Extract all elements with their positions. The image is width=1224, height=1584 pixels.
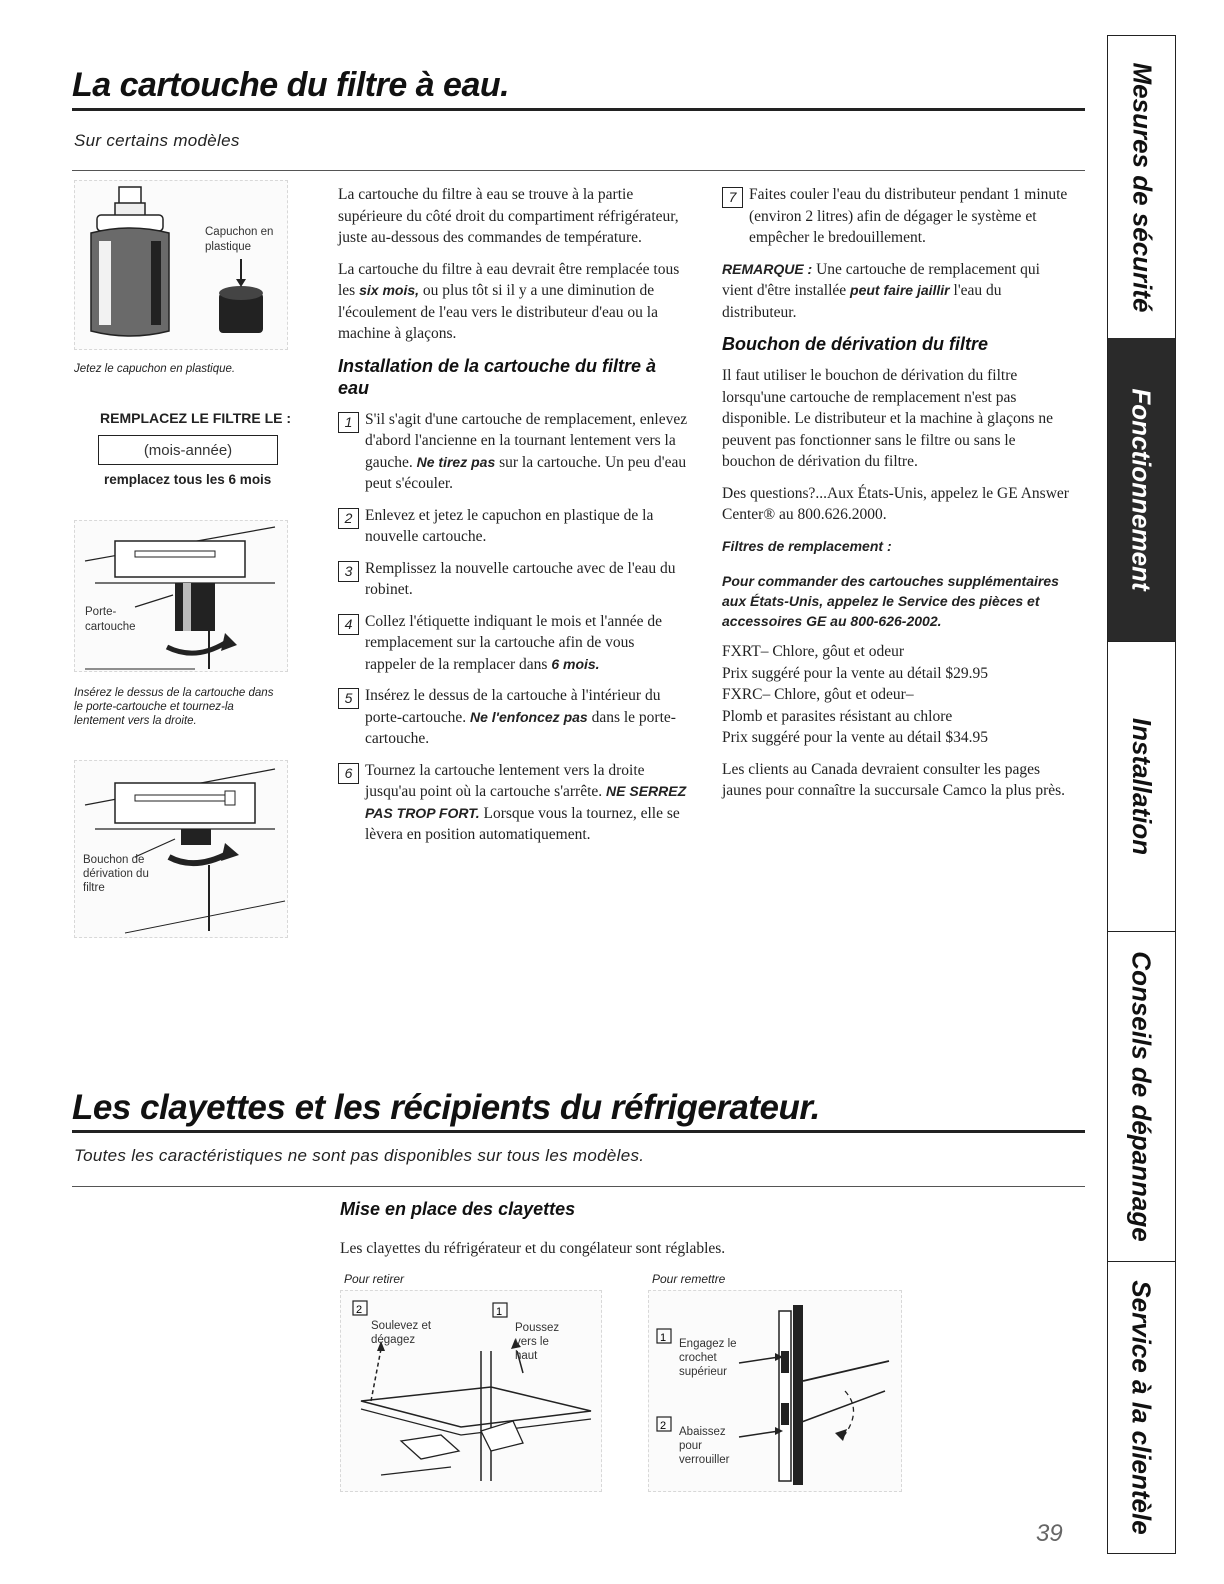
holder-illustration — [75, 521, 287, 671]
step-3-number: 3 — [338, 561, 359, 582]
six-months-emphasis: six mois, — [359, 282, 420, 298]
install-heading: Installation de la cartouche du filtre à eau — [338, 355, 657, 398]
tab-conseils-de-depannage[interactable]: Conseils de dépannage — [1108, 931, 1175, 1262]
holder-caption: Insérez le dessus de la cartouche dans le porte-cartouche et tournez-la lentement vers la droite. — [74, 687, 274, 727]
filter-fxrt-line: FXRT– Chlore, gôut et odeur — [722, 643, 905, 660]
column-2 — [338, 184, 688, 856]
section-title-shelves: Les clayettes et les récipients du réfrigerateur. — [72, 1088, 820, 1127]
order-paragraph: Pour commander des cartouches supplémentaires aux États-Unis, appelez le Service des pièces et accessoires GE au 800-626-2002. — [722, 573, 1059, 629]
bypass-label: Bouchon de dérivation du filtre — [83, 854, 149, 894]
step-2: 2 Enlevez et jetez le capuchon en plastique de la nouvelle cartouche. — [338, 505, 688, 548]
remove-caption: Pour retirer — [344, 1272, 405, 1286]
tab-installation[interactable]: Installation — [1108, 641, 1175, 932]
bypass-plug-figure — [74, 760, 288, 938]
bypass-heading: Bouchon de dérivation du filtre — [722, 334, 989, 354]
bypass-illustration — [75, 761, 287, 937]
bypass-paragraph: Il faut utiliser le bouchon de dérivation du filtre lorsqu'une cartouche de remplacement n'est pas disponible. Le distributeur et la machine à glaçons ne peuvent pas fonctionner sans le filtre ou sans le bouchon de dérivation du filtre. — [722, 367, 1053, 470]
step-5: 5 Insérez le dessus de la cartouche à l'intérieur du porte-cartouche. Ne l'enfoncez pas dans le porte-cartouche. — [338, 685, 688, 750]
shelves-text: Les clayettes du réfrigérateur et du congélateur sont réglables. — [340, 1240, 726, 1257]
replacement-paragraph: La cartouche du filtre à eau devrait être remplacée tous les six mois, ou plus tôt si il y a une diminution de l'écoulement de l'eau vers le distributeur d'eau ou la machine à glaçons. — [338, 260, 680, 342]
step-5-number: 5 — [338, 688, 359, 709]
step-7: 7 Faites couler l'eau du distributeur pendant 1 minute (environ 2 litres) afin de dégager le système et empêcher le bredouillement. — [722, 184, 1072, 249]
section2-subtitle-rule — [72, 1186, 1085, 1187]
replace-box-note: remplacez tous les 6 mois — [104, 472, 272, 487]
cap-caption: Jetez le capuchon en plastique. — [74, 363, 236, 375]
tab-fonctionnement[interactable]: Fonctionnement — [1108, 338, 1175, 642]
filter-fxrt-price: Prix suggéré pour la vente au détail $29.95 — [722, 664, 989, 682]
replace-shelf-figure — [648, 1290, 902, 1492]
step-6: 6 Tournez la cartouche lentement vers la droite jusqu'au point où la cartouche s'arrête. NE SERREZ PAS TROP FORT. Lorsque vous la tournez, elle se lèvera en position automatiquement. — [338, 760, 688, 846]
step-1: 1 S'il s'agit d'une cartouche de remplacement, enlevez d'abord l'ancienne en la tournant lentement vers la gauche. Ne tirez pas sur la cartouche. Un peu d'eau peut s'écouler. — [338, 409, 688, 495]
column-3 — [722, 184, 1072, 812]
step-1-number: 1 — [338, 412, 359, 433]
replace-step-2-label: Abaissez pour verrouiller — [679, 1426, 730, 1466]
step-4-number: 4 — [338, 614, 359, 635]
remove-shelf-figure — [340, 1290, 602, 1492]
step-6-number: 6 — [338, 763, 359, 784]
replace-date-field: (mois-année) — [98, 435, 278, 465]
subtitle-rule — [72, 170, 1085, 171]
questions-paragraph: Des questions?...Aux États-Unis, appelez le GE Answer Center® au 800.626.2000. — [722, 484, 1069, 523]
svg-text:2: 2 — [660, 1420, 667, 1432]
shelves-heading: Mise en place des clayettes — [340, 1199, 576, 1219]
section2-title-rule — [72, 1130, 1085, 1133]
filter-fxrc-line: FXRC– Chlore, gôut et odeur– — [722, 686, 914, 703]
filters-heading: Filtres de remplacement : — [722, 537, 892, 554]
svg-text:1: 1 — [496, 1306, 503, 1318]
canada-paragraph: Les clients au Canada devraient consulter les pages jaunes pour connaître la succursale Camco la plus près. — [722, 760, 1066, 799]
title-rule — [72, 108, 1085, 111]
tab-service-a-la-clientele[interactable]: Service à la clientèle — [1127, 1279, 1158, 1535]
tab-mesures-de-securite[interactable]: Mesures de sécurité — [1108, 36, 1175, 339]
page-number: 39 — [1036, 1520, 1063, 1547]
replace-step-1-label: Engagez le crochet supérieur — [679, 1338, 737, 1378]
cartridge-holder-figure — [74, 520, 288, 672]
remove-step-1-label: Poussez vers le haut — [515, 1322, 560, 1362]
replace-caption: Pour remettre — [652, 1272, 726, 1286]
step-7-number: 7 — [722, 187, 743, 208]
section-subtitle: Sur certains modèles — [74, 131, 240, 150]
cartridge-cap-figure — [74, 180, 288, 350]
location-paragraph: La cartouche du filtre à eau se trouve à la partie supérieure du côté droit du compartiment réfrigérateur, juste au-dessous des commandes de température. — [338, 186, 679, 246]
replace-box-title: REMPLACEZ LE FILTRE LE : — [100, 410, 292, 426]
section-title-water-filter: La cartouche du filtre à eau. — [72, 66, 510, 104]
step-4: 4 Collez l'étiquette indiquant le mois et l'année de remplacement sur la cartouche afin de vous rappeler de la remplacer dans 6 mois. — [338, 611, 688, 676]
cartridge-illustration — [75, 181, 287, 349]
svg-text:1: 1 — [660, 1332, 667, 1344]
step-2-number: 2 — [338, 508, 359, 529]
section2-subtitle: Toutes les caractéristiques ne sont pas disponibles sur tous les modèles. — [74, 1146, 645, 1165]
filter-fxrc-price: Prix suggéré pour la vente au détail $34.95 — [722, 729, 989, 746]
remark-paragraph: REMARQUE : Une cartouche de remplacement qui vient d'être installée peut faire jaillir l'eau du distributeur. — [722, 260, 1040, 321]
remove-step-2-label: Soulevez et dégagez — [371, 1320, 432, 1346]
svg-text:2: 2 — [356, 1304, 363, 1316]
filter-fxrc-line-2: Plomb et parasites résistant au chlore — [722, 707, 953, 725]
holder-label: Porte-cartouche — [85, 606, 136, 633]
step-3: 3 Remplissez la nouvelle cartouche avec de l'eau du robinet. — [338, 558, 688, 601]
section-tabs — [1107, 35, 1176, 1554]
cap-label: Capuchon en plastique — [205, 226, 274, 253]
